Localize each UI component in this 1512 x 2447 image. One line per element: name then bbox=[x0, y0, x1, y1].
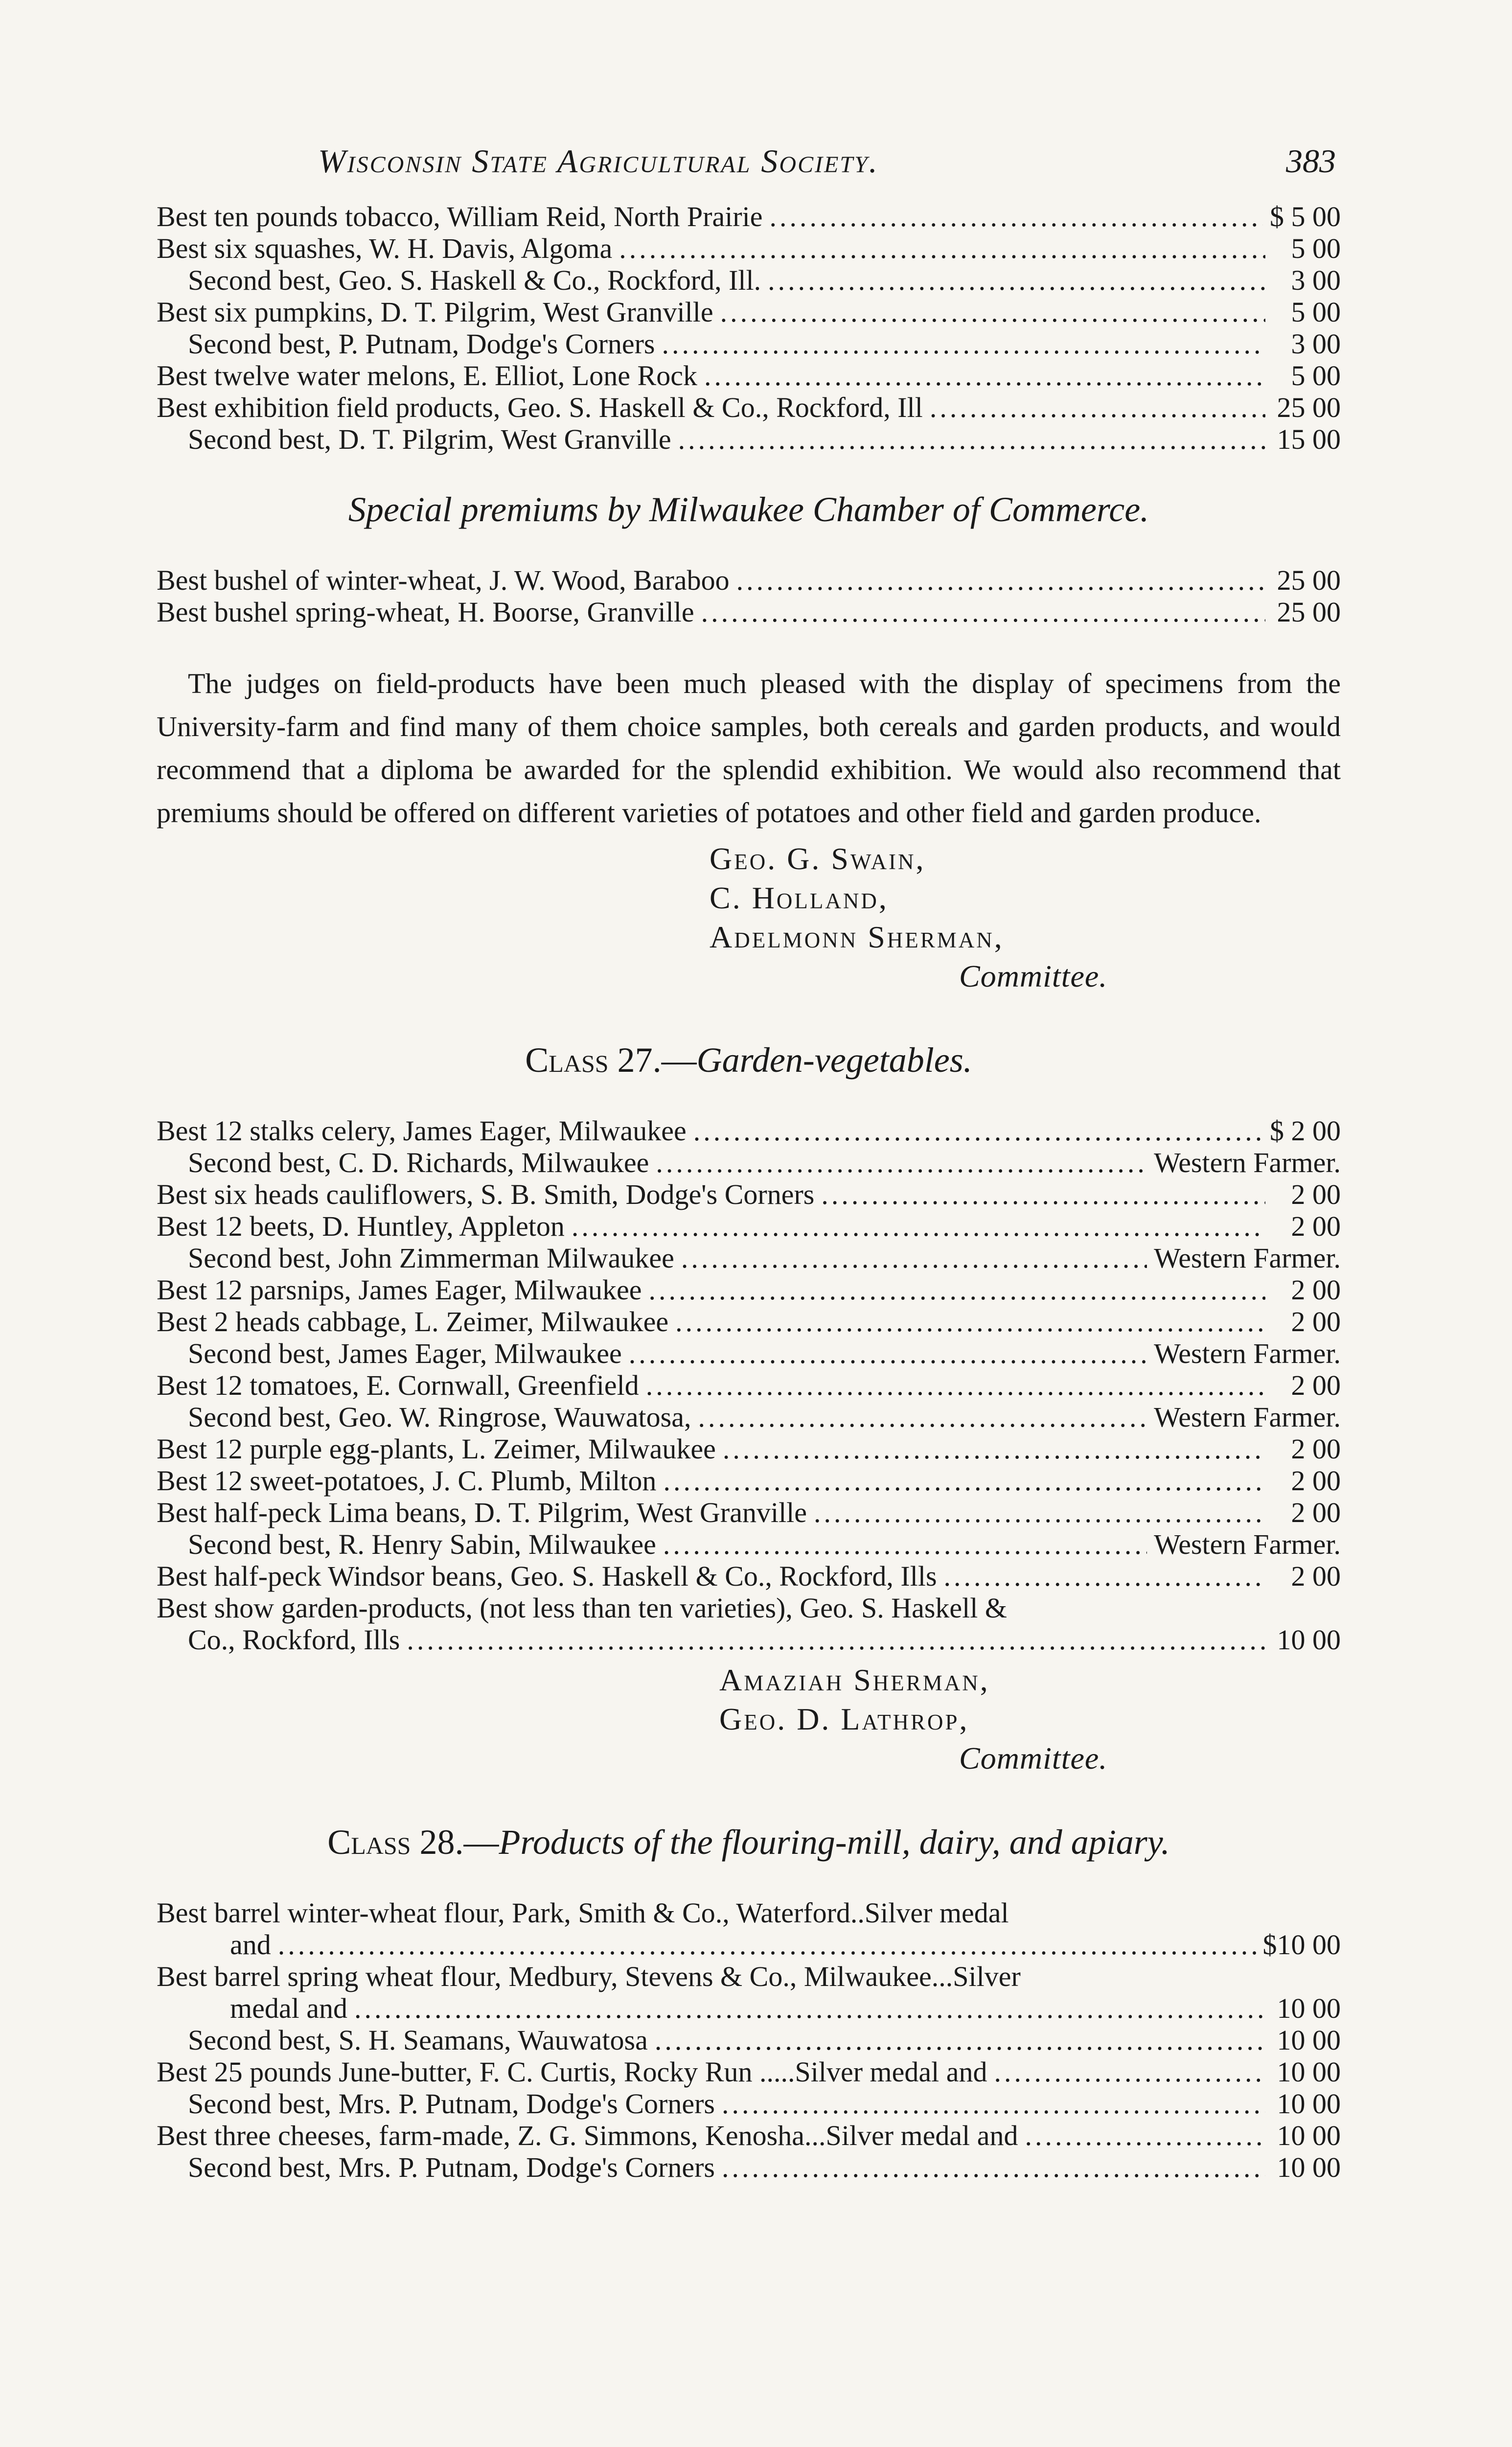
premium-line-text: Best six squashes, W. H. Davis, Algoma bbox=[157, 232, 613, 264]
premium-amount: 10 00 bbox=[1277, 2056, 1341, 2088]
premium-line-text: Best bushel of winter-wheat, J. W. Wood, Baraboo bbox=[157, 564, 730, 596]
premium-amount: 10 00 bbox=[1277, 1992, 1341, 2024]
premium-amount: 2 00 bbox=[1291, 1306, 1341, 1338]
premium-amount: 2 00 bbox=[1291, 1497, 1341, 1528]
leader-dots bbox=[619, 232, 1265, 264]
premium-line-text: Second best, Geo. S. Haskell & Co., Rockford, Ill. bbox=[188, 264, 761, 296]
premium-amount: $ 5 00 bbox=[1270, 201, 1341, 232]
class-27-heading bbox=[157, 1040, 1341, 1081]
premium-line bbox=[157, 1929, 1341, 1961]
premium-line bbox=[157, 1242, 1341, 1274]
leader-dots bbox=[646, 1369, 1265, 1401]
leader-dots bbox=[720, 296, 1265, 328]
judges-paragraph-text: The judges on field-products have been much pleased with the display of specimens from the University-farm and find many of them choice samples, both cereals and garden products, and would recommend that a diploma be awarded for the splendid exhibition. We would also recommend that premiums should be offered on different varieties of potatoes and other field and garden produce. bbox=[157, 668, 1341, 829]
premium-line bbox=[157, 2151, 1341, 2183]
committee-label: Committee. bbox=[959, 1741, 1108, 1776]
leader-dots bbox=[663, 1465, 1265, 1497]
premium-amount: 2 00 bbox=[1291, 1178, 1341, 1210]
premium-line bbox=[157, 1592, 1341, 1624]
premium-amount: 2 00 bbox=[1291, 1465, 1341, 1497]
leader-dots bbox=[722, 2151, 1265, 2183]
premium-line-text: Second best, D. T. Pilgrim, West Granville bbox=[188, 423, 671, 455]
premium-line-text: Best 25 pounds June-butter, F. C. Curtis, Rocky Run .....Silver medal and bbox=[157, 2056, 987, 2088]
class-27-prefix: Class 27.— bbox=[525, 1040, 697, 1080]
premium-line-text: Best 12 purple egg-plants, L. Zeimer, Milwaukee bbox=[157, 1433, 716, 1465]
premium-line-text: Best six heads cauliflowers, S. B. Smith, Dodge's Corners bbox=[157, 1178, 815, 1210]
leader-dots bbox=[675, 1306, 1265, 1338]
premium-line bbox=[157, 423, 1341, 455]
premium-line bbox=[157, 1274, 1341, 1306]
premium-amount: Western Farmer. bbox=[1154, 1242, 1341, 1274]
leader-dots bbox=[701, 596, 1265, 628]
committee-member: Amaziah Sherman, bbox=[719, 1662, 990, 1697]
premium-line bbox=[157, 596, 1341, 628]
committee-member: Geo. D. Lathrop, bbox=[719, 1702, 969, 1736]
premium-amount: Western Farmer. bbox=[1154, 1401, 1341, 1433]
leader-dots bbox=[407, 1624, 1265, 1656]
leader-dots bbox=[1025, 2120, 1265, 2151]
premium-list-garden-vegetables bbox=[157, 1115, 1341, 1656]
leader-dots bbox=[649, 1274, 1266, 1306]
premium-line bbox=[157, 1560, 1341, 1592]
premium-amount: 25 00 bbox=[1277, 392, 1341, 423]
class-28-heading bbox=[157, 1822, 1341, 1863]
premium-line-text: Best bushel spring-wheat, H. Boorse, Granville bbox=[157, 596, 694, 628]
page-number: 383 bbox=[1286, 142, 1336, 180]
leader-dots bbox=[723, 1433, 1265, 1465]
leader-dots bbox=[278, 1929, 1256, 1961]
leader-dots bbox=[768, 264, 1265, 296]
committee-signature-2 bbox=[157, 1661, 1341, 1778]
premium-line bbox=[157, 1961, 1341, 1992]
premium-line bbox=[157, 1992, 1341, 2024]
special-premiums-heading-text: Special premiums by Milwaukee Chamber of Commerce. bbox=[348, 490, 1149, 529]
committee-member: Adelmonn Sherman, bbox=[710, 920, 1004, 954]
premium-list-flouring-dairy bbox=[157, 1897, 1341, 2183]
leader-dots bbox=[814, 1497, 1265, 1528]
premium-line-text: Best three cheeses, farm-made, Z. G. Simmons, Kenosha...Silver medal and bbox=[157, 2120, 1018, 2151]
premium-line-text: Best half-peck Windsor beans, Geo. S. Haskell & Co., Rockford, Ills bbox=[157, 1560, 937, 1592]
special-premiums-heading bbox=[157, 489, 1341, 530]
premium-amount: Western Farmer. bbox=[1154, 1147, 1341, 1178]
premium-line bbox=[157, 1624, 1341, 1656]
premium-line-text: Best show garden-products, (not less than ten varieties), Geo. S. Haskell & bbox=[157, 1592, 1008, 1624]
premium-line bbox=[157, 232, 1341, 264]
premium-list-field-products bbox=[157, 201, 1341, 455]
premium-line-text: Best 12 sweet-potatoes, J. C. Plumb, Milton bbox=[157, 1465, 657, 1497]
leader-dots bbox=[655, 2024, 1265, 2056]
leader-dots bbox=[994, 2056, 1266, 2088]
leader-dots bbox=[681, 1242, 1147, 1274]
premium-amount: 10 00 bbox=[1277, 2120, 1341, 2151]
leader-dots bbox=[656, 1147, 1147, 1178]
premium-line bbox=[157, 201, 1341, 232]
premium-amount: Western Farmer. bbox=[1154, 1528, 1341, 1560]
leader-dots bbox=[821, 1178, 1265, 1210]
premium-line-text: Second best, Mrs. P. Putnam, Dodge's Corners bbox=[188, 2151, 715, 2183]
leader-dots bbox=[698, 1401, 1147, 1433]
leader-dots bbox=[770, 201, 1263, 232]
premium-amount: 5 00 bbox=[1291, 232, 1341, 264]
premium-amount: 3 00 bbox=[1291, 264, 1341, 296]
leader-dots bbox=[678, 423, 1265, 455]
premium-line bbox=[157, 1338, 1341, 1369]
premium-line-text: Best barrel winter-wheat flour, Park, Smith & Co., Waterford..Silver medal bbox=[157, 1897, 1009, 1929]
premium-line-text: Best 12 beets, D. Huntley, Appleton bbox=[157, 1210, 565, 1242]
premium-line bbox=[157, 264, 1341, 296]
premium-line-text: Second best, James Eager, Milwaukee bbox=[188, 1338, 622, 1369]
premium-line bbox=[157, 1115, 1341, 1147]
premium-amount: $ 2 00 bbox=[1270, 1115, 1341, 1147]
premium-amount: 2 00 bbox=[1291, 1210, 1341, 1242]
premium-line-text: Best 12 stalks celery, James Eager, Milwaukee bbox=[157, 1115, 687, 1147]
class-27-title: Garden-vegetables. bbox=[696, 1040, 972, 1080]
premium-line bbox=[157, 1147, 1341, 1178]
premium-line bbox=[157, 2120, 1341, 2151]
premium-line bbox=[157, 1369, 1341, 1401]
premium-line-text: Best exhibition field products, Geo. S. Haskell & Co., Rockford, Ill bbox=[157, 392, 923, 423]
judges-paragraph bbox=[157, 662, 1341, 834]
class-28-prefix: Class 28.— bbox=[327, 1823, 499, 1862]
premium-line bbox=[157, 1210, 1341, 1242]
premium-amount: 10 00 bbox=[1277, 2088, 1341, 2120]
leader-dots bbox=[662, 328, 1265, 360]
premium-amount: 5 00 bbox=[1291, 296, 1341, 328]
premium-amount: 25 00 bbox=[1277, 564, 1341, 596]
premium-line bbox=[157, 2024, 1341, 2056]
premium-line bbox=[157, 392, 1341, 423]
premium-line-text: Second best, Mrs. P. Putnam, Dodge's Corners bbox=[188, 2088, 715, 2120]
running-head-title: Wisconsin State Agricultural Society. bbox=[318, 142, 879, 180]
premium-amount: 10 00 bbox=[1277, 2024, 1341, 2056]
premium-amount: 10 00 bbox=[1277, 1624, 1341, 1656]
leader-dots bbox=[944, 1560, 1265, 1592]
premium-line bbox=[157, 1897, 1341, 1929]
leader-dots bbox=[693, 1115, 1263, 1147]
premium-line-text: Second best, P. Putnam, Dodge's Corners bbox=[188, 328, 655, 360]
premium-line bbox=[157, 328, 1341, 360]
leader-dots bbox=[722, 2088, 1265, 2120]
premium-amount: 2 00 bbox=[1291, 1560, 1341, 1592]
premium-line bbox=[157, 360, 1341, 392]
premium-line bbox=[157, 1497, 1341, 1528]
premium-line-text: Best ten pounds tobacco, William Reid, North Prairie bbox=[157, 201, 763, 232]
leader-dots bbox=[930, 392, 1265, 423]
premium-amount: 10 00 bbox=[1277, 2151, 1341, 2183]
premium-line-text: Second best, R. Henry Sabin, Milwaukee bbox=[188, 1528, 656, 1560]
committee-member: Geo. G. Swain, bbox=[710, 841, 926, 876]
premium-line-text: Best 2 heads cabbage, L. Zeimer, Milwaukee bbox=[157, 1306, 669, 1338]
premium-line-text: Second best, John Zimmerman Milwaukee bbox=[188, 1242, 674, 1274]
leader-dots bbox=[629, 1338, 1147, 1369]
leader-dots bbox=[663, 1528, 1147, 1560]
leader-dots bbox=[572, 1210, 1265, 1242]
premium-amount: 2 00 bbox=[1291, 1433, 1341, 1465]
premium-line-text: Best 12 tomatoes, E. Cornwall, Greenfield bbox=[157, 1369, 639, 1401]
premium-line-text: Second best, S. H. Seamans, Wauwatosa bbox=[188, 2024, 648, 2056]
premium-line-text: Best twelve water melons, E. Elliot, Lone Rock bbox=[157, 360, 697, 392]
premium-line-text: Best barrel spring wheat flour, Medbury, Stevens & Co., Milwaukee...Silver bbox=[157, 1961, 1021, 1992]
leader-dots bbox=[704, 360, 1265, 392]
premium-line-text: Second best, Geo. W. Ringrose, Wauwatosa, bbox=[188, 1401, 691, 1433]
premium-line-text: medal and bbox=[230, 1992, 347, 2024]
premium-amount: $10 00 bbox=[1262, 1929, 1341, 1961]
page bbox=[157, 137, 1341, 2183]
premium-line bbox=[157, 1306, 1341, 1338]
premium-amount: 25 00 bbox=[1277, 596, 1341, 628]
premium-line bbox=[157, 2088, 1341, 2120]
premium-line-text: Co., Rockford, Ills bbox=[188, 1624, 400, 1656]
premium-line-text: Best six pumpkins, D. T. Pilgrim, West Granville bbox=[157, 296, 713, 328]
premium-line bbox=[157, 564, 1341, 596]
premium-line bbox=[157, 1465, 1341, 1497]
premium-line bbox=[157, 1401, 1341, 1433]
premium-line bbox=[157, 2056, 1341, 2088]
premium-line bbox=[157, 1178, 1341, 1210]
premium-line-text: Best 12 parsnips, James Eager, Milwaukee bbox=[157, 1274, 642, 1306]
premium-amount: 2 00 bbox=[1291, 1369, 1341, 1401]
premium-line bbox=[157, 1433, 1341, 1465]
leader-dots bbox=[354, 1992, 1265, 2024]
running-head bbox=[157, 137, 1341, 196]
committee-signature-1 bbox=[157, 839, 1341, 996]
premium-line-text: Best half-peck Lima beans, D. T. Pilgrim, West Granville bbox=[157, 1497, 807, 1528]
committee-member: C. Holland, bbox=[710, 880, 889, 915]
premium-amount: 2 00 bbox=[1291, 1274, 1341, 1306]
premium-line bbox=[157, 1528, 1341, 1560]
premium-line bbox=[157, 296, 1341, 328]
premium-amount: 3 00 bbox=[1291, 328, 1341, 360]
class-28-title: Products of the flouring-mill, dairy, and apiary. bbox=[499, 1823, 1170, 1862]
premium-amount: Western Farmer. bbox=[1154, 1338, 1341, 1369]
premium-line-text: and bbox=[230, 1929, 271, 1961]
committee-label: Committee. bbox=[959, 959, 1108, 993]
leader-dots bbox=[736, 564, 1265, 596]
premium-line-text: Second best, C. D. Richards, Milwaukee bbox=[188, 1147, 649, 1178]
premium-amount: 15 00 bbox=[1277, 423, 1341, 455]
premium-amount: 5 00 bbox=[1291, 360, 1341, 392]
premium-list-special bbox=[157, 564, 1341, 628]
